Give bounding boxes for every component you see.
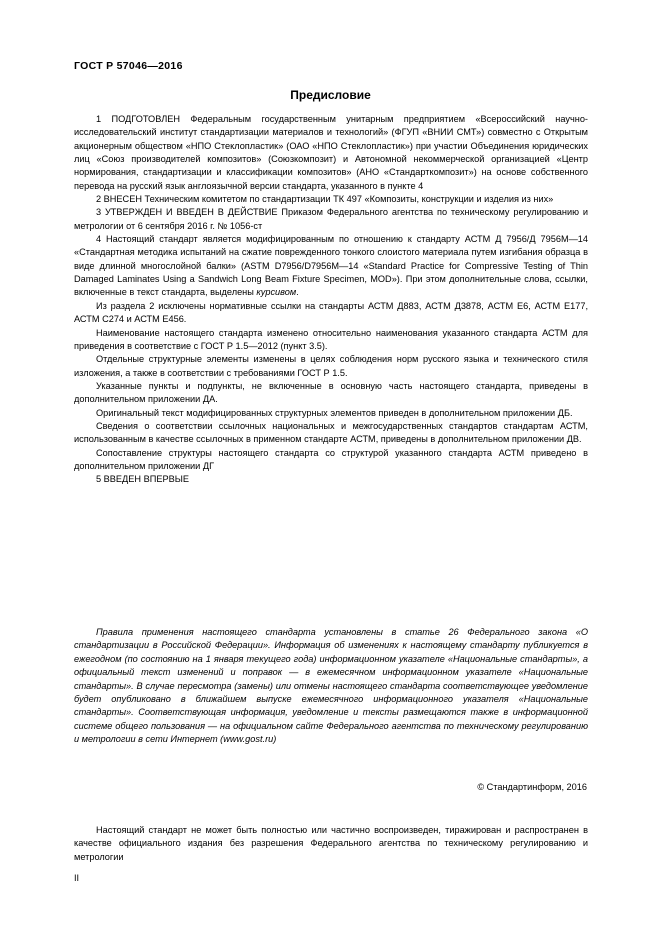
copyright-line: © Стандартинформ, 2016: [477, 782, 587, 792]
paragraph-11: Сопоставление структуры настоящего стандарта со структурой указанного стандарта АСТМ приведено в дополнительном приложении ДГ: [74, 447, 588, 471]
paragraph-5: Из раздела 2 исключены нормативные ссылки на стандарты АСТМ Д883, АСТМ Д3878, АСТМ Е6, АСТМ Е177, АСТМ С274 и АСТМ Е456.: [74, 300, 588, 325]
paragraph-4: [74, 233, 588, 300]
paragraph-4-italic: курсивом: [256, 287, 297, 298]
page-number: II: [74, 873, 80, 883]
paragraph-6: Наименование настоящего стандарта изменено относительно наименования указанного стандарта АСТМ для приведения в соответствие с ГОСТ Р 1.5—2012 (пункт 3.5).: [74, 327, 588, 351]
standard-code-header: ГОСТ Р 57046—2016: [74, 60, 183, 72]
paragraph-1: 1 ПОДГОТОВЛЕН Федеральным государственным унитарным предприятием «Всероссийский научно-исследовательский институт стандартизации материалов и технологий» (ФГУП «ВНИИ СМТ») совместно с Открытым акционерным обществом «НПО Стеклопластик» (ОАО «НПО Стеклопластик») при участии Объединения юридических лиц «Союз производителей композитов» (Союзкомпозит) и Автономной некоммерческой организацией «Центр нормирования, стандартизации и классификации композитов» (АНО «Стандарткомпозит») на основе собственного перевода на русский язык англоязычной версии стандарта, указанного в пункте 4: [74, 114, 588, 191]
application-rules-notice: [74, 626, 588, 747]
paragraph-9: Оригинальный текст модифицированных структурных элементов приведен в дополнительном приложении ДБ.: [96, 407, 573, 418]
paragraph-8: Указанные пункты и подпункты, не включенные в основную часть настоящего стандарта, приведены в дополнительном приложении ДА.: [74, 380, 588, 405]
paragraph-7: Отдельные структурные элементы изменены в целях соблюдения норм русского языка и технического стиля изложения, а также в соответствии с требованиями ГОСТ Р 1.5.: [74, 354, 588, 378]
preface-body: [74, 113, 588, 487]
page-title: Предисловие: [290, 88, 371, 102]
footer-note-text: Настоящий стандарт не может быть полностью или частично воспроизведен, тиражирован и распространен в качестве официального издания без разрешения Федерального агентства по техническому регулированию и метрологии: [74, 825, 588, 862]
paragraph-4-part2: .: [296, 287, 299, 298]
notice-text: Правила применения настоящего стандарта установлены в статье 26 Федерального закона «О стандартизации в Российской Федерации». Информация об изменениях к настоящему стандарту публикуется в ежегодном (по состоянию на 1 января текущего года) информационном указателе «Национальные стандарты», а официальный текст изменений и поправок — в ежемесячном информационном указателе «Национальные стандарты». В случае пересмотра (замены) или отмены настоящего стандарта соответствующее уведомление будет опубликовано в ближайшем выпуске ежемесячного информационного указателя «Национальные стандарты». Соответствующая информация, уведомление и тексты размещаются также в информационной системе общего пользования — на официальном сайте Федерального агентства по техническому регулированию и метрологии в сети Интернет (www.gost.ru): [74, 627, 588, 745]
paragraph-3: 3 УТВЕРЖДЕН И ВВЕДЕН В ДЕЙСТВИЕ Приказом Федерального агентства по техническому регулированию и метрологии от 6 сентября 2016 г. № 1056-ст: [74, 207, 588, 231]
paragraph-12: 5 ВВЕДЕН ВПЕРВЫЕ: [96, 474, 189, 485]
reproduction-notice: [74, 824, 588, 864]
paragraph-10: Сведения о соответствии ссылочных национальных и межгосударственных стандартов стандартам АСТМ, использованным в качестве ссылочных в применном стандарте АСТМ, приведены в дополнительном приложении ДВ.: [74, 420, 588, 445]
paragraph-4-part1: 4 Настоящий стандарт является модифицированным по отношению к стандарту АСТМ Д 7956/Д 7956М—14 «Стандартная методика испытаний на сжатие поврежденного тонкого слоистого материала путем изгибания образца в виде длинной многослойной балки» (ASTM D7956/D7956M—14 «Standard Practice for Compressive Testing of Thin Damaged Laminates Using a Sandwich Long Beam Fixture Specimen, MOD»). При этом дополнительные слова, ссылки, включенные в текст стандарта, выделены: [74, 234, 588, 298]
paragraph-2: 2 ВНЕСЕН Техническим комитетом по стандартизации ТК 497 «Композиты, конструкции и изделия из них»: [96, 194, 554, 205]
